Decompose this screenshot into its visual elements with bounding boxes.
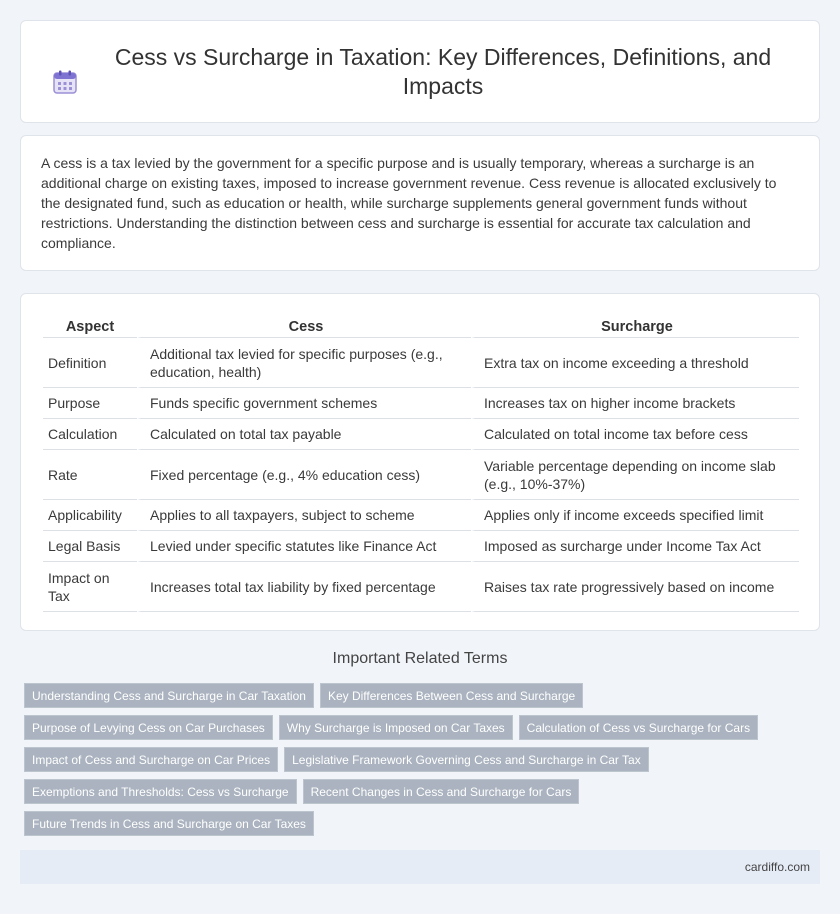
related-terms-title: Important Related Terms: [332, 650, 508, 667]
table-header-row: [43, 312, 799, 338]
footer: [20, 850, 820, 884]
intro-text: A cess is a tax levied by the government for a specific purpose and is usually temporary, whereas a surcharge is an additional charge on existing taxes, imposed to increase government revenue. Cess revenue is allocated exclusively to the designated fund, such as education or health, while surcharge supplements general government funds without restrictions. Understanding the distinction between cess and surcharge is essential for accurate tax calculation and compliance.: [41, 155, 777, 251]
related-term-link[interactable]: Understanding Cess and Surcharge in Car Taxation: [24, 683, 314, 708]
table-row: [43, 450, 799, 500]
cess-cell: Applies to all taxpayers, subject to scheme: [137, 500, 471, 531]
surcharge-cell: Variable percentage depending on income slab (e.g., 10%-37%): [471, 450, 799, 500]
cess-cell: Levied under specific statutes like Finance Act: [137, 531, 471, 562]
related-term-link[interactable]: Purpose of Levying Cess on Car Purchases: [24, 715, 273, 740]
aspect-cell: Rate: [43, 450, 137, 500]
surcharge-cell: Imposed as surcharge under Income Tax Act: [471, 531, 799, 562]
aspect-cell: Applicability: [43, 500, 137, 531]
related-term-link[interactable]: Exemptions and Thresholds: Cess vs Surcharge: [24, 779, 297, 804]
title-wrap: [40, 43, 800, 101]
related-term-link[interactable]: Impact of Cess and Surcharge on Car Prices: [24, 747, 278, 772]
cess-cell: Calculated on total tax payable: [137, 419, 471, 450]
calendar-icon: [52, 69, 78, 95]
aspect-cell: Calculation: [43, 419, 137, 450]
related-terms-list: [24, 683, 804, 836]
cess-cell: Additional tax levied for specific purposes (e.g., education, health): [137, 338, 471, 388]
cess-cell: Fixed percentage (e.g., 4% education cess): [137, 450, 471, 500]
surcharge-cell: Extra tax on income exceeding a threshold: [471, 338, 799, 388]
related-term-link[interactable]: Calculation of Cess vs Surcharge for Cars: [519, 715, 758, 740]
cess-cell: Funds specific government schemes: [137, 388, 471, 419]
related-term-link[interactable]: Key Differences Between Cess and Surcharge: [320, 683, 583, 708]
comparison-table-card: [20, 293, 820, 631]
header-surcharge: Surcharge: [471, 312, 799, 338]
surcharge-cell: Raises tax rate progressively based on income: [471, 562, 799, 612]
intro-card: [20, 135, 820, 271]
surcharge-cell: Applies only if income exceeds specified limit: [471, 500, 799, 531]
aspect-cell: Legal Basis: [43, 531, 137, 562]
aspect-cell: Purpose: [43, 388, 137, 419]
page-title: Cess vs Surcharge in Taxation: Key Differences, Definitions, and Impacts: [114, 43, 772, 99]
related-term-link[interactable]: Recent Changes in Cess and Surcharge for Cars: [303, 779, 580, 804]
header-cess: Cess: [137, 312, 471, 338]
aspect-cell: Definition: [43, 338, 137, 388]
related-term-link[interactable]: Legislative Framework Governing Cess and Surcharge in Car Tax: [284, 747, 649, 772]
table-row: [43, 419, 799, 450]
surcharge-cell: Calculated on total income tax before cess: [471, 419, 799, 450]
cess-cell: Increases total tax liability by fixed percentage: [137, 562, 471, 612]
header-card: [20, 20, 820, 123]
related-term-link[interactable]: Why Surcharge is Imposed on Car Taxes: [279, 715, 513, 740]
comparison-table: [43, 312, 799, 612]
aspect-cell: Impact on Tax: [43, 562, 137, 612]
footer-site-name: cardiffo.com: [744, 860, 810, 874]
table-row: [43, 338, 799, 388]
surcharge-cell: Increases tax on higher income brackets: [471, 388, 799, 419]
table-row: [43, 388, 799, 419]
table-row: [43, 500, 799, 531]
table-row: [43, 562, 799, 612]
table-row: [43, 531, 799, 562]
header-aspect: Aspect: [43, 312, 137, 338]
related-term-link[interactable]: Future Trends in Cess and Surcharge on Car Taxes: [24, 811, 314, 836]
